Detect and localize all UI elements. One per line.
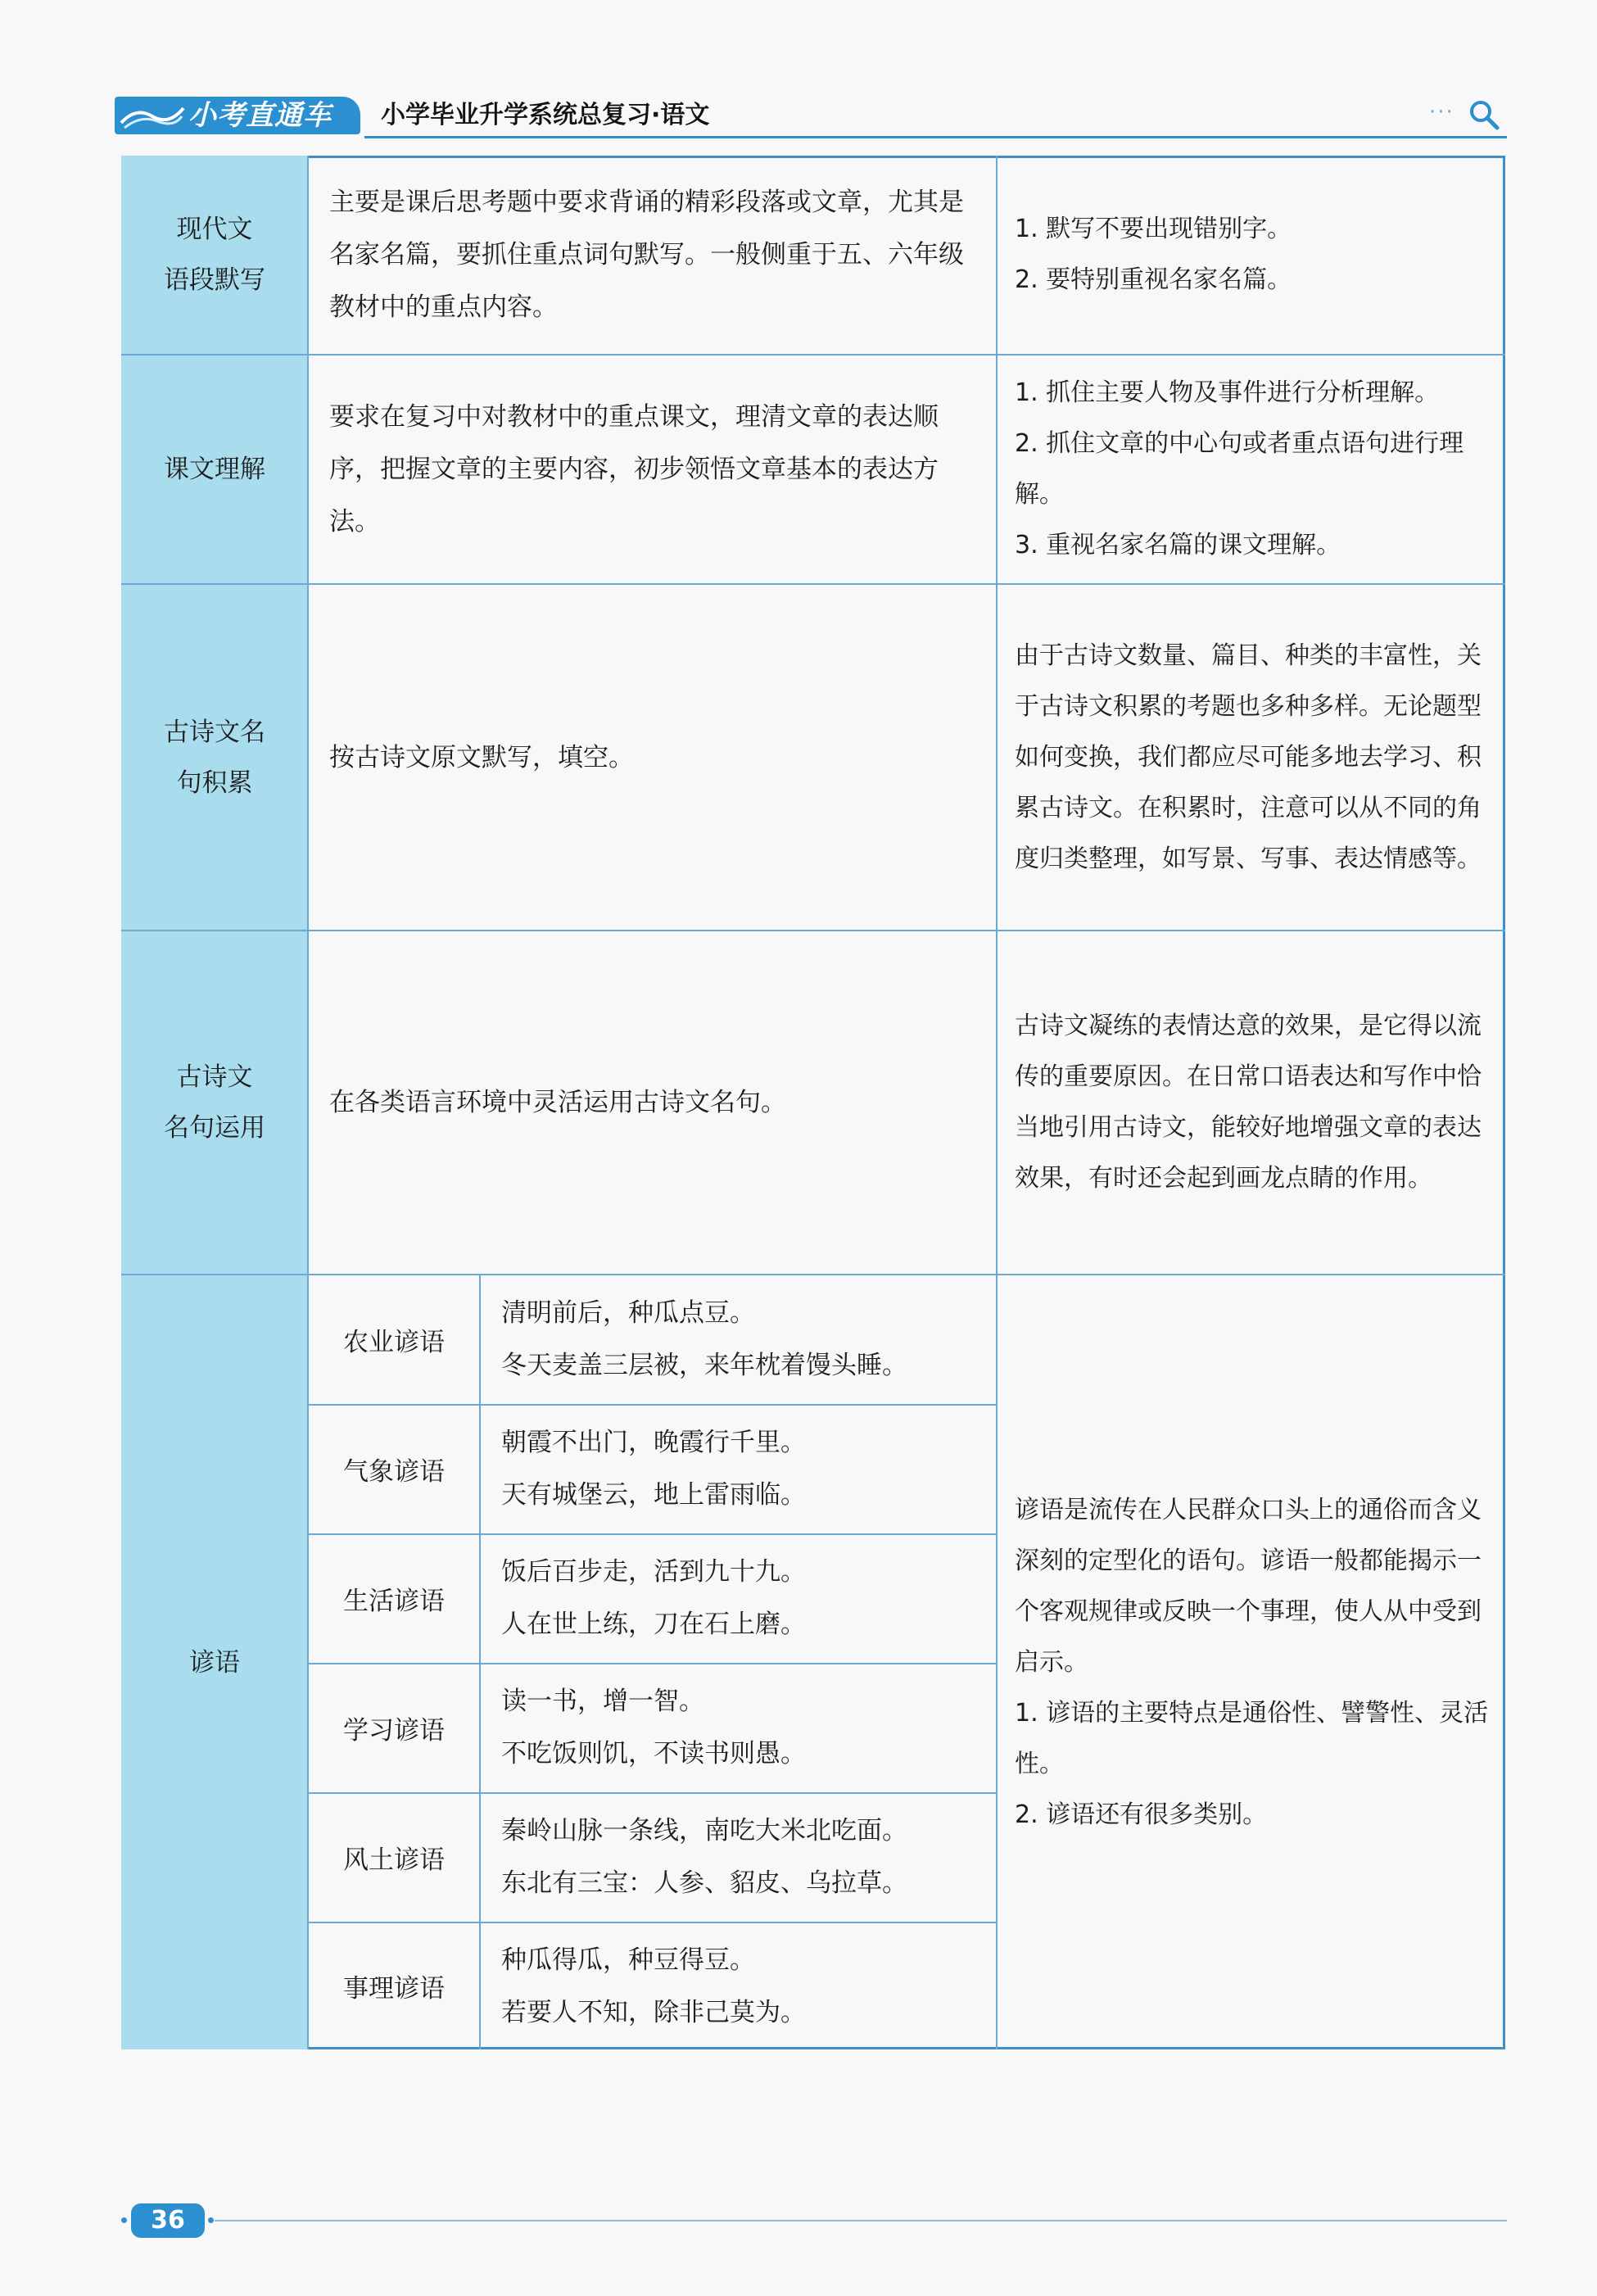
series-logo bbox=[115, 97, 360, 134]
proverb-category: 农业谚语 bbox=[343, 1327, 445, 1357]
row-tips bbox=[997, 355, 1505, 583]
row-requirement: 主要是课后思考题中要求背诵的精彩段落或文章，尤其是名家名篇，要抓住重点词句默写。一般侧重于五、六年级教材中的重点内容。 bbox=[329, 188, 964, 322]
table-row bbox=[121, 931, 1505, 1274]
tip-line: 1. 默写不要出现错别字。 bbox=[1015, 215, 1292, 243]
row-tips bbox=[997, 156, 1505, 354]
proverb-category: 事理谚语 bbox=[343, 1974, 445, 2004]
row-tips bbox=[997, 585, 1505, 930]
column-divider bbox=[996, 156, 998, 2049]
proverb-category: 风土谚语 bbox=[343, 1845, 445, 1875]
tip-line: 1. 抓住主要人物及事件进行分析理解。 bbox=[1015, 378, 1440, 407]
sub-row-divider bbox=[308, 1792, 997, 1794]
row-requirement: 按古诗文原文默写，填空。 bbox=[329, 742, 634, 772]
tip-line: 1. 谚语的主要特点是通俗性、譬警性、灵活性。 bbox=[1015, 1698, 1489, 1778]
table-row bbox=[121, 585, 1505, 930]
sub-row-divider bbox=[308, 1404, 997, 1406]
sub-row-divider bbox=[308, 1533, 997, 1535]
row-tips bbox=[997, 1275, 1505, 2049]
column-divider bbox=[307, 156, 309, 2049]
sub-row-divider bbox=[308, 1663, 997, 1664]
proverb-examples: 饭后百步走，活到九十九。 人在世上练，刀在石上磨。 bbox=[501, 1557, 806, 1639]
table-row bbox=[121, 156, 1505, 354]
row-requirement: 要求在复习中对教材中的重点课文，理清文章的表达顺序，把握文章的主要内容，初步领悟文章基本的表达方法。 bbox=[329, 402, 939, 537]
row-tips bbox=[997, 931, 1505, 1274]
row-name: 古诗文名 句积累 bbox=[121, 585, 308, 930]
tip-line: 由于古诗文数量、篇目、种类的丰富性，关于古诗文积累的考题也多种多样。无论题型如何变换，我们都应尽可能多地去学习、积累古诗文。在积累时，注意可以从不同的角度归类整理，如写景、写事、表达情感等。 bbox=[1015, 641, 1482, 873]
book-title: 小学毕业升学系统总复习·语文 bbox=[381, 101, 710, 129]
sub-row-divider bbox=[308, 1922, 997, 1923]
tip-line: 2. 谚语还有很多类别。 bbox=[1015, 1800, 1268, 1829]
tip-line: 古诗文凝练的表情达意的效果，是它得以流传的重要原因。在日常口语表达和写作中恰当地引用古诗文，能较好地增强文章的表达效果，有时还会起到画龙点睛的作用。 bbox=[1015, 1012, 1482, 1193]
footer-rule bbox=[215, 2220, 1507, 2221]
tip-line: 3. 重视名家名篇的课文理解。 bbox=[1015, 531, 1341, 559]
proverb-category: 生活谚语 bbox=[343, 1586, 445, 1616]
row-requirement: 在各类语言环境中灵活运用古诗文名句。 bbox=[329, 1088, 786, 1117]
swoosh-icon bbox=[120, 102, 185, 129]
column-divider bbox=[479, 1275, 481, 2049]
tip-line: 2. 抓住文章的中心句或者重点语句进行理解。 bbox=[1015, 429, 1464, 509]
proverb-examples: 秦岭山脉一条线，南吃大米北吃面。 东北有三宝：人参、貂皮、乌拉草。 bbox=[501, 1816, 907, 1898]
tip-line: 2. 要特别重视名家名篇。 bbox=[1015, 265, 1292, 294]
page-number: 36 bbox=[131, 2203, 205, 2238]
table-row bbox=[121, 355, 1505, 583]
proverb-examples: 读一书，增一智。 不吃饭则饥，不读书则愚。 bbox=[501, 1687, 806, 1768]
search-icon bbox=[1468, 98, 1500, 131]
proverb-category: 气象谚语 bbox=[343, 1456, 445, 1487]
proverb-examples: 清明前后，种瓜点豆。 冬天麦盖三层被，来年枕着馒头睡。 bbox=[501, 1298, 907, 1380]
proverb-examples: 种瓜得瓜，种豆得豆。 若要人不知，除非己莫为。 bbox=[501, 1945, 806, 2027]
footer-dot bbox=[208, 2217, 214, 2223]
header-rule bbox=[364, 136, 1507, 138]
tip-line: 谚语是流传在人民群众口头上的通俗而含义深刻的定型化的语句。谚语一般都能揭示一个客观规律或反映一个事理，使人从中受到启示。 bbox=[1015, 1495, 1482, 1677]
row-name: 古诗文 名句运用 bbox=[121, 931, 308, 1274]
header-dots: ··· bbox=[1429, 100, 1454, 125]
proverb-examples: 朝霞不出门，晚霞行千里。 天有城堡云，地上雷雨临。 bbox=[501, 1428, 806, 1510]
proverb-category: 学习谚语 bbox=[343, 1715, 445, 1746]
footer-dot bbox=[121, 2217, 127, 2223]
row-name: 谚语 bbox=[121, 1275, 308, 2049]
logo-text: 小考直通车 bbox=[188, 99, 332, 132]
row-name: 现代文 语段默写 bbox=[121, 156, 308, 354]
row-name: 课文理解 bbox=[121, 355, 308, 583]
page-header bbox=[115, 88, 1507, 138]
